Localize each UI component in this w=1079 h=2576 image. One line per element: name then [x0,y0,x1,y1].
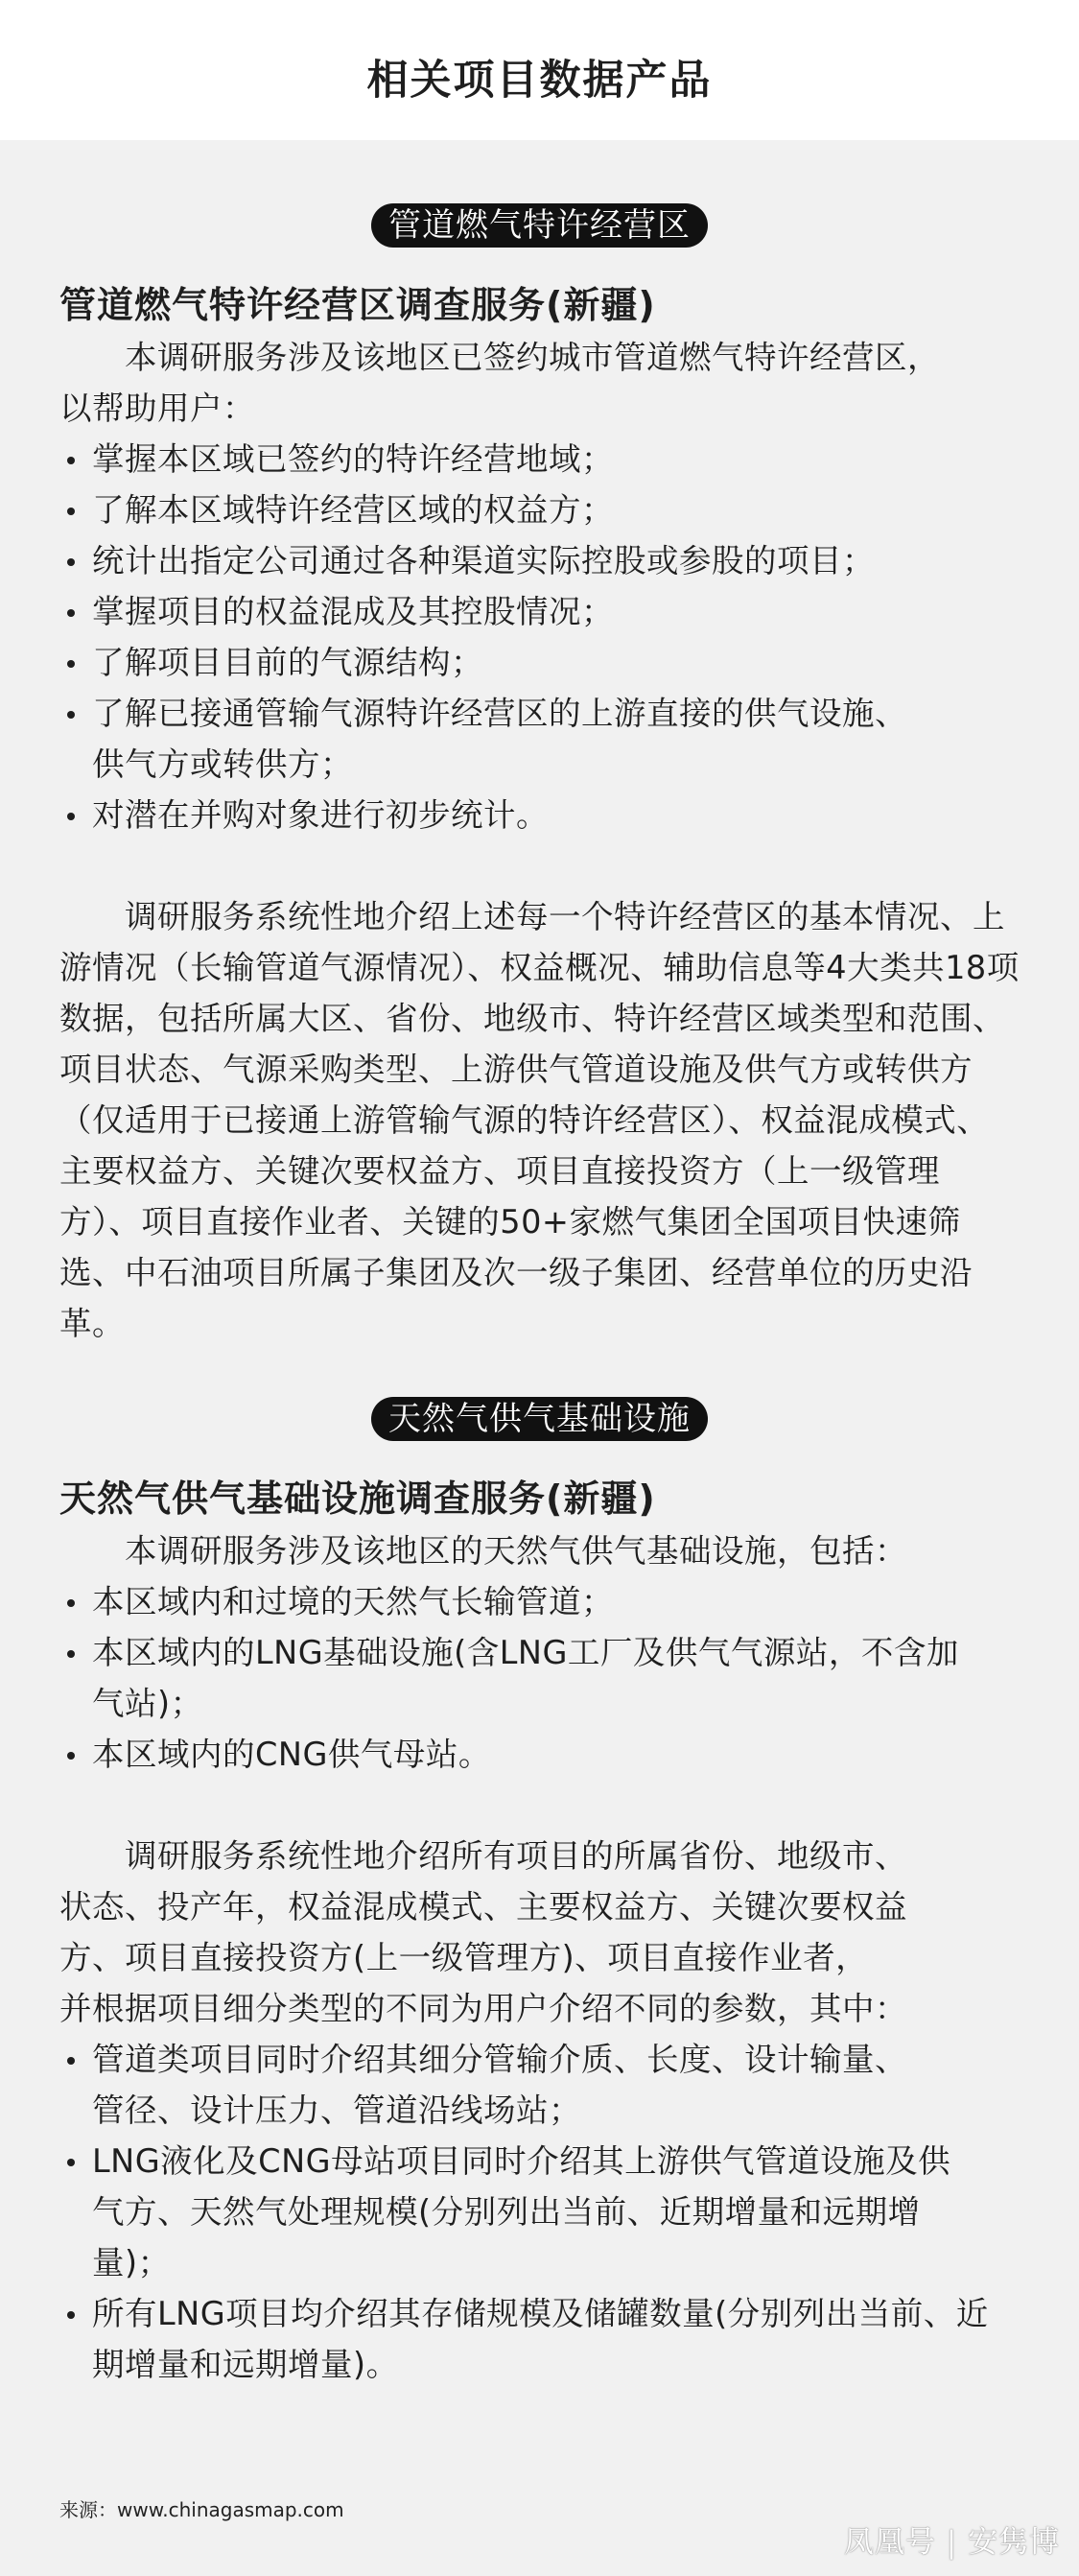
section1-pill: 管道燃气特许经营区 [371,203,708,248]
section2-body-line: 方、项目直接投资方(上一级管理方)、项目直接作业者， [59,1939,869,1976]
section2-body-line: 调研服务系统性地介绍所有项目的所属省份、地级市、 [125,1837,907,1875]
section2-bullet-list [59,1576,1020,1780]
source-credit: 来源：www.chinagasmap.com [59,2498,344,2521]
section2-title: 天然气供气基础设施调查服务(新疆) [59,1477,656,1520]
section1-bullet-list [59,434,1020,840]
section2-pill-wrap [59,1397,1020,1441]
section1-bullet: 掌握项目的权益混成及其控股情况； [59,586,1020,637]
main-content [0,203,1079,2390]
section2-detail-list [59,2034,1020,2390]
section2-bullet: 本区域内的CNG供气母站。 [59,1729,1020,1780]
section2-pill: 天然气供气基础设施 [371,1397,708,1441]
section2-detail-bullet: LNG液化及CNG母站项目同时介绍其上游供气管道设施及供气方、天然气处理规模(分别列出当前、近期增量和远期增量)； [59,2136,1020,2288]
section2-intro: 本调研服务涉及该地区的天然气供气基础设施，包括： [125,1532,907,1570]
section2-bullet: 本区域内和过境的天然气长输管道； [59,1576,1020,1627]
page-header [0,0,1079,140]
section1-title: 管道燃气特许经营区调查服务(新疆) [59,284,656,326]
section1-bullet: 了解已接通管输气源特许经营区的上游直接的供气设施、供气方或转供方； [59,688,1020,790]
section1-pill-wrap [59,203,1020,248]
section2-body-line: 状态、投产年，权益混成模式、主要权益方、关键次要权益 [59,1888,907,1926]
section1-intro-line2: 以帮助用户： [59,390,255,427]
section2-body-line: 并根据项目细分类型的不同为用户介绍不同的参数，其中： [59,1990,907,2027]
section1-bullet: 掌握本区域已签约的特许经营地域； [59,434,1020,484]
watermark: 凤凰号 | 安隽博 [843,2525,1060,2560]
section1-intro-line1: 本调研服务涉及该地区已签约城市管道燃气特许经营区， [125,339,940,376]
section1-bullet: 了解项目目前的气源结构； [59,637,1020,688]
section1-bullet: 对潜在并购对象进行初步统计。 [59,790,1020,840]
section2-detail-bullet: 所有LNG项目均介绍其存储规模及储罐数量(分别列出当前、近期增量和远期增量)。 [59,2288,1020,2390]
page-title: 相关项目数据产品 [366,57,713,105]
section1-bullet: 了解本区域特许经营区域的权益方； [59,484,1020,535]
section1-body: 调研服务系统性地介绍上述每一个特许经营区的基本情况、上游情况（长输管道气源情况）、权益概况、辅助信息等4大类共18项数据，包括所属大区、省份、地级市、特许经营区域类型和范围、项目状态、气源采购类型、上游供气管道设施及供气方或转供方（仅适用于已接通上游管输气源的特许经营区）、权益混成模式、主要权益方、关键次要权益方、项目直接投资方（上一级管理方）、项目直接作业者、关键的50+家燃气集团全国项目快速筛选、中石油项目所属子集团及次一级子集团、经营单位的历史沿革。 [59,898,1020,1342]
section2-bullet: 本区域内的LNG基础设施(含LNG工厂及供气气源站，不含加气站)； [59,1627,1020,1729]
section2-detail-bullet: 管道类项目同时介绍其细分管输介质、长度、设计输量、管径、设计压力、管道沿线场站； [59,2034,1020,2136]
section2-body [59,1831,1020,2034]
section1-bullet: 统计出指定公司通过各种渠道实际控股或参股的项目； [59,535,1020,586]
